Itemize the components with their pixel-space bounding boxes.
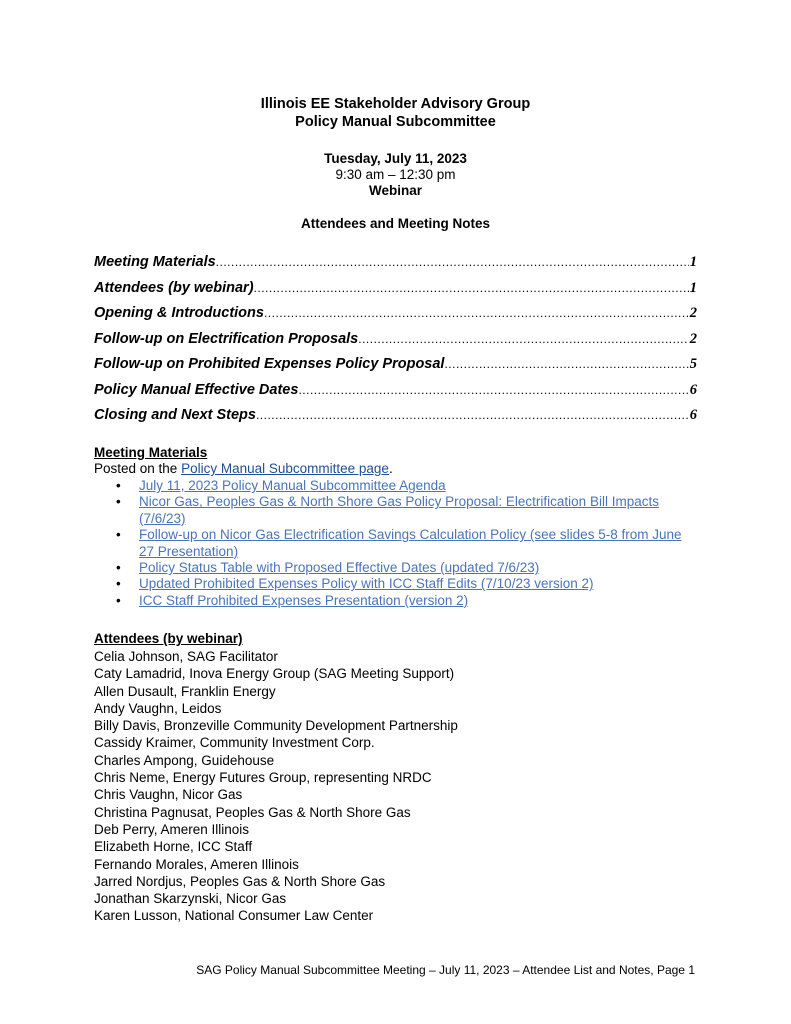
toc-leader-dots [298,383,688,397]
toc-entry[interactable] [94,331,697,357]
attendee-item: Elizabeth Horne, ICC Staff [94,839,253,855]
toc-entry-label[interactable]: Opening & Introductions [94,305,264,321]
toc-entry[interactable] [94,356,697,382]
bullet-icon: • [116,478,121,493]
toc-page-number: 2 [689,305,697,321]
material-link[interactable]: Updated Prohibited Expenses Policy with ICC Staff Edits (7/10/23 version 2) [139,576,594,592]
meeting-time: 9:30 am – 12:30 pm [335,167,456,182]
toc-entry[interactable] [94,407,697,433]
attendee-item: Jonathan Skarzynski, Nicor Gas [94,891,287,907]
toc-entry[interactable] [94,305,697,331]
page-footer: SAG Policy Manual Subcommittee Meeting – July 11, 2023 – Attendee List and Notes, Page 1 [196,963,695,977]
attendee-item: Fernando Morales, Ameren Illinois [94,856,299,872]
subcommittee-page-link[interactable]: Policy Manual Subcommittee page [181,461,389,476]
meeting-format: Webinar [368,183,422,198]
toc-entry[interactable] [94,382,697,408]
posted-prefix: Posted on the [94,461,182,476]
material-link[interactable]: ICC Staff Prohibited Expenses Presentation (version 2) [139,592,469,608]
toc-page-number: 6 [689,381,697,398]
attendees-list [94,648,458,925]
attendees-heading: Attendees (by webinar) [94,631,243,646]
attendee-item: Charles Ampong, Guidehouse [94,752,275,768]
material-link[interactable]: July 11, 2023 Policy Manual Subcommittee Agenda [139,478,446,493]
toc-page-number: 2 [689,330,697,347]
materials-list [94,478,694,609]
list-item [94,478,694,494]
attendee-item: Karen Lusson, National Consumer Law Center [94,908,374,924]
toc-entry-label[interactable]: Policy Manual Effective Dates [94,381,299,398]
bullet-icon: • [116,527,121,543]
material-link[interactable]: Policy Status Table with Proposed Effective Dates (updated 7/6/23) [139,560,540,576]
toc-entry-label[interactable]: Meeting Materials [94,254,216,270]
table-of-contents [94,254,697,433]
attendee-item: Cassidy Kraimer, Community Investment Corp. [94,735,375,751]
toc-entry-label[interactable]: Attendees (by webinar) [94,279,254,296]
toc-leader-dots [444,357,688,371]
toc-page-number: 5 [689,356,697,372]
material-link[interactable]: Nicor Gas, Peoples Gas & North Shore Gas Policy Proposal: Electrification Bill Impacts (7/6/23) [139,494,659,526]
toc-page-number: 1 [689,279,697,296]
list-item [94,593,694,609]
toc-leader-dots [256,408,689,422]
list-item [94,527,694,560]
bullet-icon: • [116,592,121,608]
attendee-item: Jarred Nordjus, Peoples Gas & North Shore Gas [94,873,386,889]
attendee-item: Billy Davis, Bronzeville Community Development Partnership [94,718,458,734]
document-subtitle: Attendees and Meeting Notes [300,216,491,231]
material-link[interactable]: Follow-up on Nicor Gas Electrification Savings Calculation Policy (see slides 5-8 from June 27 Presentation) [139,527,682,559]
toc-entry-label[interactable]: Follow-up on Electrification Proposals [94,330,359,347]
toc-entry-label[interactable]: Follow-up on Prohibited Expenses Policy Proposal [94,356,445,372]
toc-entry-label[interactable]: Closing and Next Steps [94,407,256,423]
materials-heading: Meeting Materials [94,445,208,460]
toc-leader-dots [358,332,689,346]
attendee-item: Allen Dusault, Franklin Energy [94,683,276,699]
attendee-item: Celia Johnson, SAG Facilitator [94,649,278,664]
posted-suffix: . [388,461,393,476]
attendee-item: Chris Neme, Energy Futures Group, representing NRDC [94,770,432,786]
document-title-line-2: Policy Manual Subcommittee [295,114,496,130]
list-item [94,560,694,576]
toc-entry[interactable] [94,280,697,306]
attendee-item: Deb Perry, Ameren Illinois [94,821,250,837]
toc-page-number: 6 [689,407,697,423]
attendee-item: Caty Lamadrid, Inova Energy Group (SAG Meeting Support) [94,666,455,682]
toc-leader-dots [264,306,689,320]
attendee-item: Christina Pagnusat, Peoples Gas & North Shore Gas [94,804,411,820]
bullet-icon: • [116,560,121,576]
bullet-icon: • [116,494,121,510]
toc-entry[interactable] [94,254,697,280]
toc-page-number: 1 [689,254,697,270]
toc-leader-dots [254,281,689,295]
meeting-date: Tuesday, July 11, 2023 [324,151,467,166]
document-title-line-1: Illinois EE Stakeholder Advisory Group [260,96,531,112]
attendee-item: Andy Vaughn, Leidos [94,700,222,716]
list-item [94,576,694,592]
toc-leader-dots [216,255,689,269]
attendee-item: Chris Vaughn, Nicor Gas [94,787,243,803]
bullet-icon: • [116,576,121,592]
list-item [94,494,694,527]
materials-posted-line [94,461,393,477]
